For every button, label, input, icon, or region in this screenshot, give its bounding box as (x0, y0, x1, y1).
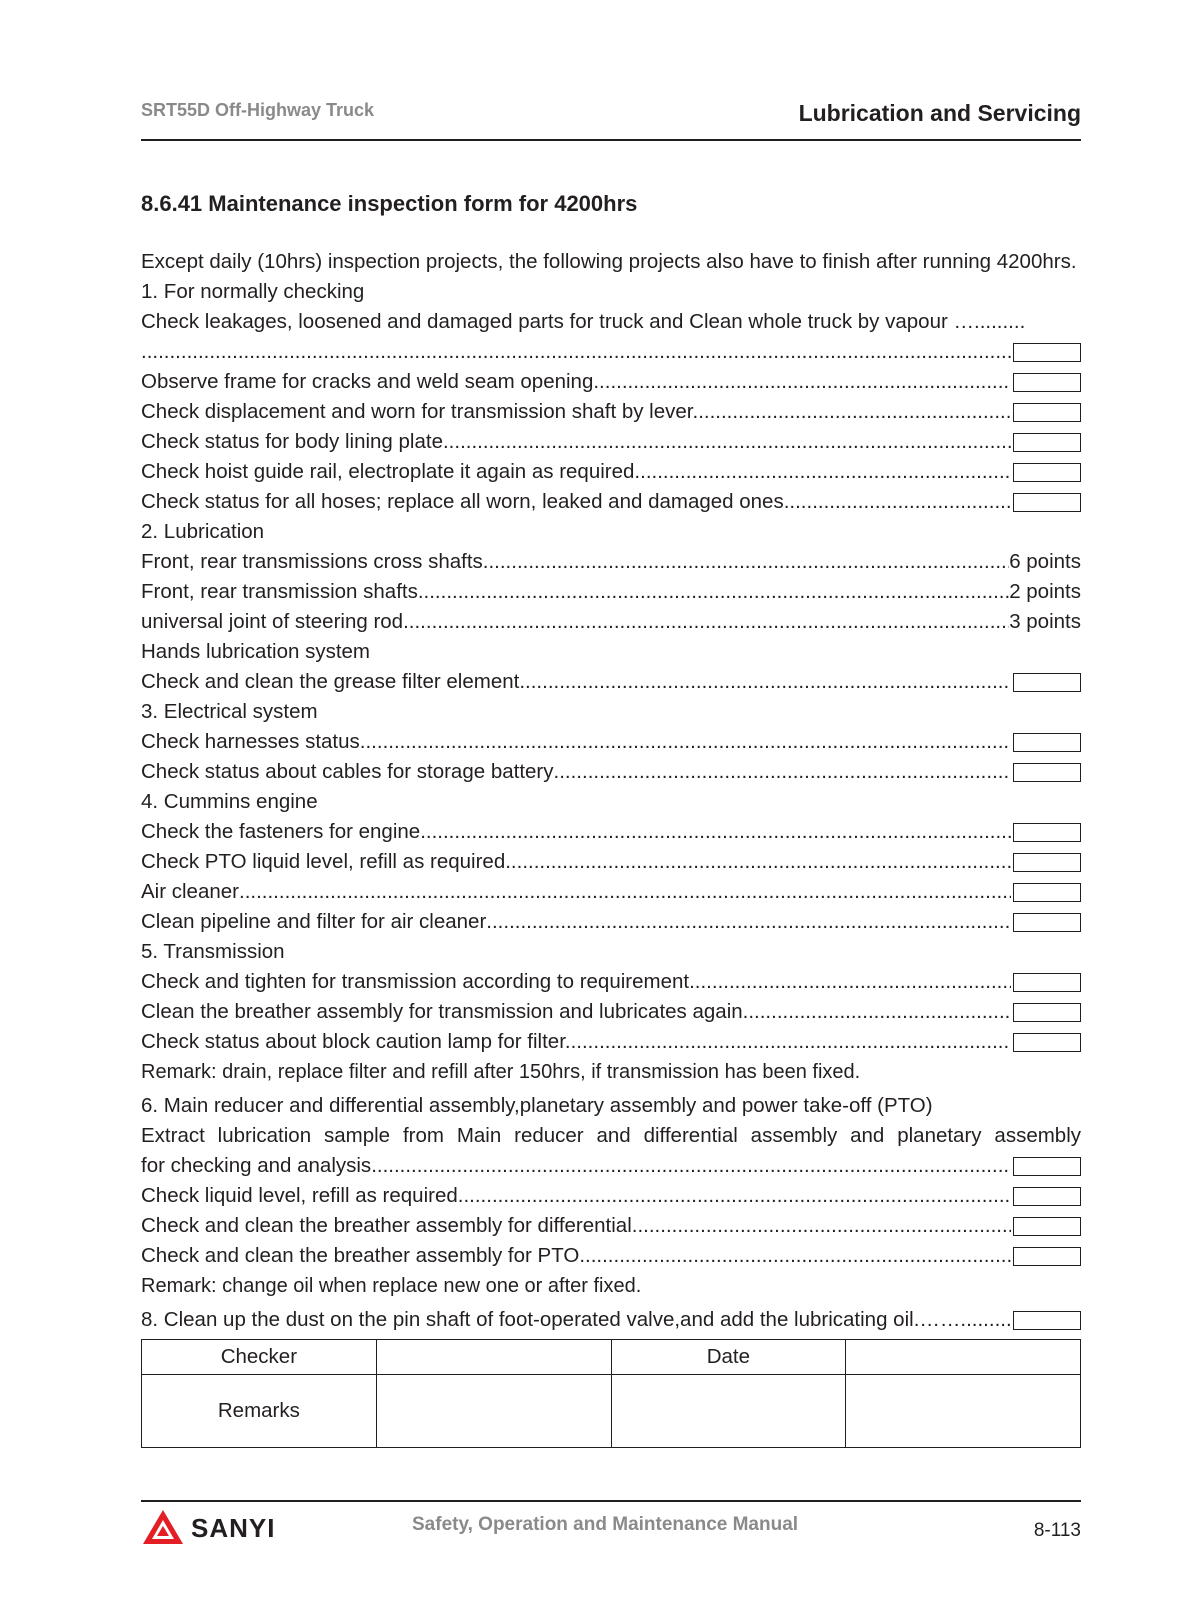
check-box-grease[interactable] (1013, 673, 1081, 692)
leader-dots (748, 997, 1011, 1027)
section-heading-lubrication: 2. Lubrication (141, 520, 265, 543)
item-label: Clean pipeline and filter for air cleaner (141, 910, 487, 933)
item-air-cleaner (141, 877, 1081, 907)
leader-dots (420, 817, 1011, 847)
check-box-pin-shaft[interactable] (1013, 1311, 1081, 1330)
check-box-pto-level[interactable] (1013, 853, 1081, 872)
item-label: for checking and analysis (141, 1154, 372, 1177)
chapter-title: Lubrication and Servicing (798, 100, 1081, 126)
item-lubrication-sample-line1: Extract lubrication sample from Main reducer and differential assembly and planetary assembly (141, 1124, 1081, 1147)
sanyi-logo (141, 1508, 275, 1548)
item-label: Check and tighten for transmission according to requirement (141, 970, 690, 993)
item-label: Check status about block caution lamp for filter. (141, 1030, 571, 1053)
item-leakages-continuation (141, 337, 1081, 367)
brand-name: SANYI (191, 1512, 276, 1543)
item-harnesses (141, 727, 1081, 757)
item-breather-pto (141, 1241, 1081, 1271)
check-box-shaft[interactable] (1013, 403, 1081, 422)
item-lining (141, 427, 1081, 457)
manual-title: Safety, Operation and Maintenance Manual (412, 1514, 799, 1535)
item-label: Check and clean the breather assembly for PTO (141, 1244, 580, 1267)
leader-dots (141, 337, 1011, 367)
item-label: universal joint of steering rod (141, 610, 404, 633)
check-box-frame[interactable] (1013, 373, 1081, 392)
check-box-tighten[interactable] (1013, 973, 1081, 992)
item-label: Observe frame for cracks and weld seam opening. (141, 370, 600, 393)
leader-dots (637, 1211, 1011, 1241)
checker-label: Checker (142, 1340, 377, 1375)
item-breather-transmission (141, 997, 1081, 1027)
inspection-form (141, 247, 1081, 1448)
date-field[interactable] (846, 1340, 1081, 1375)
checker-field[interactable] (376, 1340, 611, 1375)
leader-dots (960, 1305, 1011, 1335)
footer-divider (141, 1500, 1081, 1502)
date-label: Date (611, 1340, 846, 1375)
leader-dots (483, 547, 1009, 577)
leader-dots (579, 1241, 1011, 1271)
item-liquid-level (141, 1181, 1081, 1211)
item-hoses (141, 487, 1081, 517)
section-heading-transmission: 5. Transmission (141, 940, 285, 963)
manual-model-title: SRT55D Off-Highway Truck (141, 100, 375, 120)
signature-table (141, 1339, 1081, 1448)
leader-dots (449, 427, 1011, 457)
leader-dots (554, 757, 1011, 787)
item-label: Check status about cables for storage battery (141, 760, 554, 783)
points-count: 3 points (1009, 610, 1081, 633)
points-count: 2 points (1009, 580, 1081, 603)
item-tighten-transmission (141, 967, 1081, 997)
check-box-air-cleaner[interactable] (1013, 883, 1081, 902)
subheading-hands-lubrication: Hands lubrication system (141, 640, 371, 663)
item-transmission-shafts (141, 577, 1081, 607)
sanyi-logo-icon (141, 1508, 185, 1548)
item-label: Check PTO liquid level, refill as required (141, 850, 506, 873)
points-count: 6 points (1009, 550, 1081, 573)
item-label: Check and clean the breather assembly for differential. (141, 1214, 638, 1237)
item-label: Check the fasteners for engine (141, 820, 421, 843)
leader-dots (698, 397, 1011, 427)
leader-dots (519, 667, 1011, 697)
check-box-breather-differential[interactable] (1013, 1217, 1081, 1236)
check-box-sample[interactable] (1013, 1157, 1081, 1176)
item-hoist (141, 457, 1081, 487)
check-box-lining[interactable] (1013, 433, 1081, 452)
item-leakages: Check leakages, loosened and damaged parts for truck and Clean whole truck by vapour …......... (141, 310, 1026, 333)
leader-dots (599, 367, 1011, 397)
page-number: 8-113 (1033, 1520, 1081, 1541)
item-label: Check displacement and worn for transmission shaft by lever. (141, 400, 699, 423)
header-divider (141, 139, 1081, 141)
remarks-field-1[interactable] (376, 1375, 611, 1448)
item-grease-filter (141, 667, 1081, 697)
leader-dots (689, 967, 1011, 997)
leader-dots (789, 487, 1011, 517)
remarks-field-3[interactable] (846, 1375, 1081, 1448)
section-heading-electrical: 3. Electrical system (141, 700, 318, 723)
remark-oil: Remark: change oil when replace new one or after fixed. (141, 1275, 642, 1297)
item-label: Clean the breather assembly for transmission and lubricates again. (141, 1000, 749, 1023)
item-label: Check hoist guide rail, electroplate it again as required. (141, 460, 641, 483)
leader-dots (239, 877, 1011, 907)
check-box-breather-transmission[interactable] (1013, 1003, 1081, 1022)
remark-transmission: Remark: drain, replace filter and refill after 150hrs, if transmission has been fixed. (141, 1061, 861, 1083)
item-label: Check liquid level, refill as required (141, 1184, 458, 1207)
check-box-pipeline[interactable] (1013, 913, 1081, 932)
check-box-breather-pto[interactable] (1013, 1247, 1081, 1266)
item-frame (141, 367, 1081, 397)
item-breather-differential (141, 1211, 1081, 1241)
leader-dots (505, 847, 1011, 877)
item-lubrication-sample-line2 (141, 1151, 1081, 1181)
item-engine-fasteners (141, 817, 1081, 847)
check-box-caution-lamp[interactable] (1013, 1033, 1081, 1052)
item-label: Front, rear transmissions cross shafts (141, 550, 483, 573)
check-box-fasteners[interactable] (1013, 823, 1081, 842)
section-heading-engine: 4. Cummins engine (141, 790, 318, 813)
leader-dots (371, 1151, 1011, 1181)
item-label: Check status for body lining plate. (141, 430, 449, 453)
check-box-hoist[interactable] (1013, 463, 1081, 482)
check-box-leakages[interactable] (1013, 343, 1081, 362)
remarks-field-2[interactable] (611, 1375, 846, 1448)
item-label: 8. Clean up the dust on the pin shaft of foot-operated valve,and add the lubricating oil.…… (141, 1308, 961, 1331)
item-label: Air cleaner (141, 880, 239, 903)
item-pto-liquid (141, 847, 1081, 877)
section-title: 8.6.41 Maintenance inspection form for 4200hrs (141, 191, 638, 216)
item-universal-joint (141, 607, 1081, 637)
section-heading-normal-checking: 1. For normally checking (141, 280, 365, 303)
item-label: Check and clean the grease filter element (141, 670, 520, 693)
check-box-hoses[interactable] (1013, 493, 1081, 512)
item-pipeline-filter (141, 907, 1081, 937)
item-cross-shafts (141, 547, 1081, 577)
item-shaft (141, 397, 1081, 427)
item-label: Check harnesses status. (141, 730, 366, 753)
item-label: Check status for all hoses; replace all worn, leaked and damaged ones. (141, 490, 790, 513)
leader-dots (486, 907, 1011, 937)
check-box-harnesses[interactable] (1013, 733, 1081, 752)
leader-dots (418, 577, 1009, 607)
item-label: Front, rear transmission shafts (141, 580, 418, 603)
leader-dots (403, 607, 1009, 637)
item-battery-cables (141, 757, 1081, 787)
item-caution-lamp (141, 1027, 1081, 1057)
leader-dots (571, 1027, 1011, 1057)
intro-paragraph: Except daily (10hrs) inspection projects, the following projects also have to finish after running 4200hrs. (141, 250, 1077, 273)
check-box-liquid-level[interactable] (1013, 1187, 1081, 1206)
remarks-label: Remarks (142, 1375, 377, 1448)
check-box-cables[interactable] (1013, 763, 1081, 782)
leader-dots (458, 1181, 1011, 1211)
leader-dots (365, 727, 1011, 757)
section-heading-reducer: 6. Main reducer and differential assembly,planetary assembly and power take-off (PTO) (141, 1094, 933, 1117)
item-pin-shaft (141, 1305, 1081, 1335)
leader-dots (640, 457, 1011, 487)
